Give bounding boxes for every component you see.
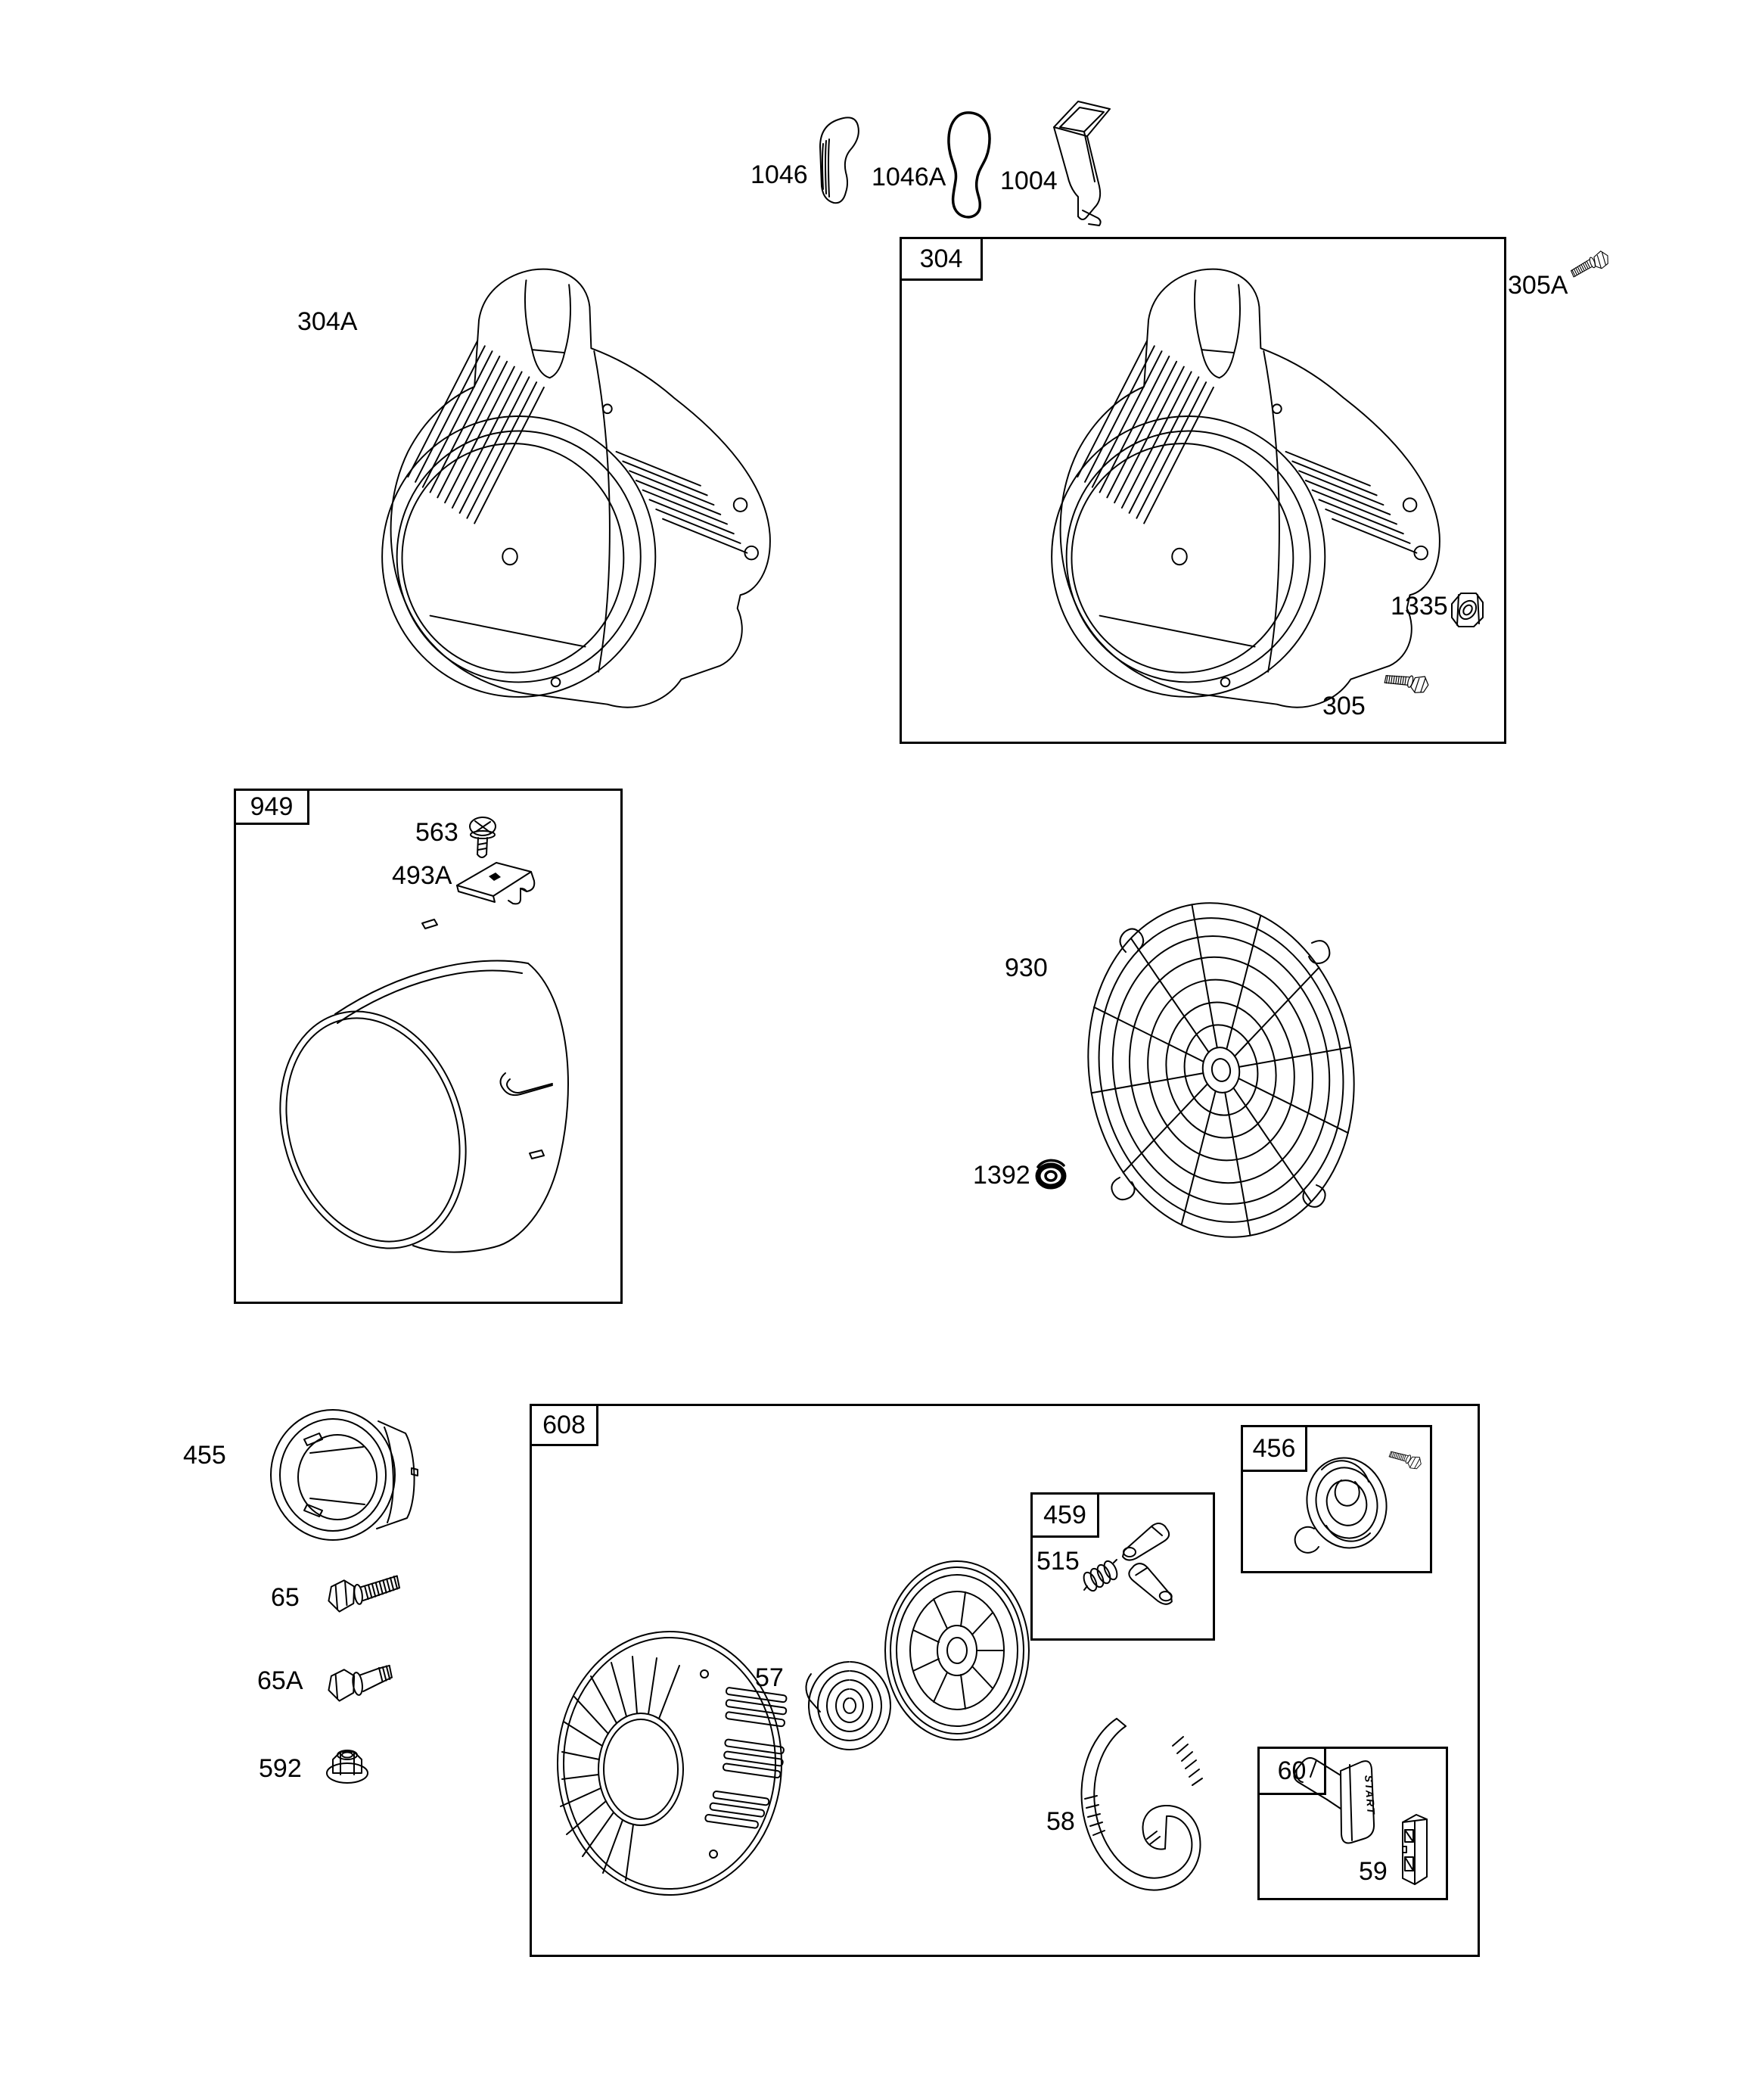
part-1004-drawing: [1048, 97, 1120, 227]
part-label-1392: 1392: [973, 1161, 1030, 1190]
bolt-305-drawing: [1378, 678, 1427, 723]
bolt-305A-drawing: [1571, 254, 1616, 300]
starter-spring-58-drawing: [1068, 1714, 1217, 1900]
part-label-59: 59: [1359, 1857, 1388, 1886]
part-label-930: 930: [1005, 954, 1048, 982]
group-label-608: 608: [542, 1410, 586, 1439]
part-label-493A: 493A: [392, 861, 452, 890]
group-box-608-tag: [530, 1404, 598, 1446]
part-label-455: 455: [183, 1441, 226, 1470]
group-label-459: 459: [1043, 1500, 1086, 1529]
part-label-515: 515: [1036, 1547, 1080, 1576]
part-label-304A: 304A: [297, 307, 358, 336]
grommet-1392-drawing: [1033, 1156, 1068, 1194]
part-label-58: 58: [1046, 1807, 1075, 1836]
group-box-949-tag: [234, 789, 309, 825]
spring-515-drawing: [1080, 1556, 1120, 1595]
part-label-1046A: 1046A: [872, 163, 946, 191]
group-label-456: 456: [1252, 1433, 1296, 1463]
blower-housing-304A-drawing: [291, 261, 791, 726]
pulley-drawing: [882, 1559, 1032, 1742]
part-label-1046: 1046: [751, 160, 808, 189]
pawl-upper-drawing: [1117, 1517, 1171, 1561]
part-label-305: 305: [1322, 692, 1366, 720]
pawl-lower-drawing: [1127, 1559, 1186, 1604]
part-1046A-drawing: [942, 108, 996, 222]
starter-cup-455-drawing: [265, 1408, 420, 1542]
handle-insert-59-drawing: [1397, 1810, 1431, 1887]
part-label-563: 563: [415, 818, 458, 847]
start-handle-drawing: [1288, 1750, 1380, 1846]
part-1046-drawing: [816, 114, 869, 209]
part-label-305A: 305A: [1508, 271, 1568, 300]
part-label-65: 65: [271, 1583, 300, 1612]
group-label-304: 304: [919, 244, 963, 273]
part-label-57: 57: [755, 1663, 784, 1692]
group-box-459-tag: [1030, 1492, 1099, 1538]
starter-clutch-456-drawing: [1275, 1444, 1419, 1561]
part-label-1335: 1335: [1391, 592, 1448, 621]
part-label-592: 592: [259, 1754, 302, 1783]
handle-embossed-text: START: [1363, 1775, 1378, 1815]
blower-housing-304-drawing: [961, 261, 1460, 726]
bolt-65-drawing: [324, 1566, 399, 1621]
group-label-949: 949: [250, 792, 294, 821]
group-label-60: 60: [1277, 1756, 1307, 1785]
part-label-1004: 1004: [1000, 166, 1058, 195]
bolt-65A-drawing: [324, 1657, 393, 1710]
nut-1335-drawing: [1447, 587, 1487, 631]
fan-guard-930-drawing: [1080, 899, 1366, 1246]
cover-drum-949-drawing: [278, 891, 573, 1262]
nut-592-drawing: [324, 1743, 371, 1787]
part-label-65A: 65A: [257, 1666, 303, 1695]
